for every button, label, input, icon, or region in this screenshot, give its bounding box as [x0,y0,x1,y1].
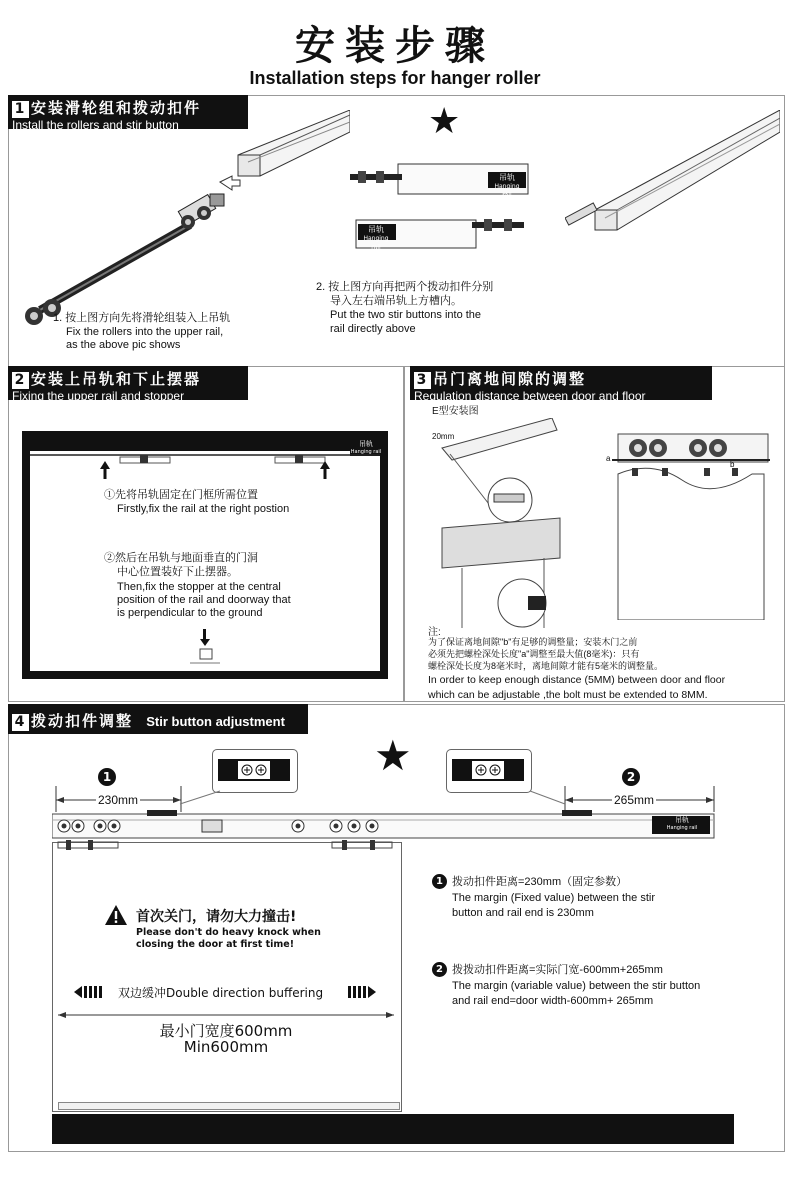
section-2-header [8,366,248,403]
s3-note-cn-1: 为了保证离地间隙"b"有足够的调整量；安装木门之前 [428,637,638,647]
s3-note-cn-3: 螺栓深处长度为8毫米时，离地间隙才能有5毫米的调整量。 [428,661,664,671]
note1-cn: 拨动扣件距离=230mm（固定参数） [452,876,628,888]
warning-en-1: Please don't do heavy knock when [136,927,321,938]
section-2-number: 2 [12,372,29,389]
stir-rail-label-2-cn: 吊轨 [368,225,384,234]
step2-note-en-1: Put the two stir buttons into the [330,309,482,321]
section-1-title-cn: 安装滑轮组和拨动扣件 [31,99,202,117]
note2-en-1: The margin (variable value) between the stir button [452,980,701,992]
note1-en-1: The margin (Fixed value) between the stir [452,892,655,904]
s3-fig-label: E型安装图 [432,406,479,417]
bottom-rail-strip [58,1102,400,1110]
step2-note-cn-2: 导入左右端吊轨上方槽内。 [330,295,462,307]
s3-note-en-2: which can be adjustable ,the bolt must be extended to 8MM. [428,689,708,701]
buffer-left-arrow [74,980,104,1004]
s2-step1-cn: ①先将吊轨固定在门框所需位置 [104,489,258,501]
footer-bar [52,1114,734,1144]
s3-dim-20mm: 20mm [432,432,455,441]
marker-1: 1 [98,768,116,786]
section-2-title-cn: 安装上吊轨和下止摆器 [31,370,202,388]
step1-note-en-2: as the above pic shows [66,339,181,351]
step2-note-en-2: rail directly above [330,323,416,335]
section-4-number: 4 [12,714,29,731]
s2-rail-label-cn: 吊轨 [359,440,373,448]
door-gap-diagram [612,430,770,620]
min-width-en: Min600mm [183,1038,269,1056]
stir-rail-label-1-en: Hanging rail [494,183,520,199]
min-width-cn: 最小门宽度600mm [159,1022,293,1040]
s2-rail-label-en: Hanging rail [350,449,382,455]
section-3-number: 3 [414,372,431,389]
star-icon: ★ [428,101,461,142]
s3-note-cn-2: 必须先把螺栓深处长度"a"调整至最大值(8毫米)：只有 [428,649,640,659]
warning-en-2: closing the door at first time! [136,939,295,950]
s4-rail-label [654,816,710,832]
marker-2: 2 [622,768,640,786]
note1-marker: 1 [432,874,447,889]
s2-step2-en-2: position of the rail and doorway that [117,594,291,606]
s4-rail-label-cn: 吊轨 [675,816,689,824]
section-2-title-en: Fixing the upper rail and stopper [12,389,185,403]
e-type-install-diagram [432,418,562,633]
step1-note-cn: 1. 按上图方向先将滑轮组装入上吊轨 [53,312,231,324]
note2-en-2: and rail end=door width-600mm+ 265mm [452,995,654,1007]
s2-step2-en-3: is perpendicular to the ground [117,607,263,619]
rail-with-button-diagram [565,110,780,240]
star-icon-2: ★ [374,731,412,780]
door-top-brackets [52,836,400,858]
buffer-right-arrow [346,980,376,1004]
section-4-title-cn: 拨动扣件调整 [31,712,134,730]
dim-right-label: 265mm [614,793,655,807]
buffer-label: 双边缓冲Double direction buffering [118,986,324,1000]
section-3-header [410,366,712,403]
section-3-title-cn: 吊门离地间隙的调整 [433,370,587,388]
note2-marker: 2 [432,962,447,977]
note2-cn: 拨拨动扣件距离=实际门宽-600mm+265mm [452,964,663,976]
section-1-number: 1 [12,101,29,118]
page-subtitle: Installation steps for hanger roller [249,68,541,88]
s3-note-en-1: In order to keep enough distance (5MM) between door and floor [428,674,726,686]
warning-icon [104,904,128,926]
section-3-title-en: Regulation distance between door and floor [414,389,646,403]
s2-step1-en: Firstly,fix the rail at the right postion [117,503,290,515]
s2-step2-cn-2: 中心位置装好下止摆器。 [117,566,238,578]
roller-insertion-diagram [20,110,350,330]
page-title: 安装步骤 [295,22,495,69]
s3-label-b: b [730,460,735,469]
callout-left-detail [218,757,290,783]
s2-step2-en-1: Then,fix the stopper at the central [117,581,281,593]
callout-right-detail [452,757,524,783]
step1-note-en-1: Fix the rollers into the upper rail, [66,326,224,338]
section-1-title-en: Install the rollers and stir button [12,118,179,132]
s2-step2-cn-1: ②然后在吊轨与地面垂直的门洞 [104,552,258,564]
warning-cn: 首次关门，请勿大力撞击! [136,909,297,925]
s3-label-a: a [606,454,611,463]
s3-note-head: 注: [428,627,441,638]
s4-rail-label-en: Hanging rail [666,825,698,831]
stir-rail-label-1-cn: 吊轨 [499,173,515,182]
section-4-header [8,704,308,734]
step2-note-cn-1: 2. 按上图方向再把两个拨动扣件分别 [316,281,494,293]
stir-rail-label-2-en: Hanging rail [363,235,389,251]
section-4-title-en: Stir button adjustment [146,714,285,729]
door-panel [52,842,402,1112]
stir-rail-label-2 [358,225,394,252]
dim-left-label: 230mm [98,793,139,807]
stir-rail-label-1 [489,173,525,200]
note1-en-2: button and rail end is 230mm [452,907,594,919]
